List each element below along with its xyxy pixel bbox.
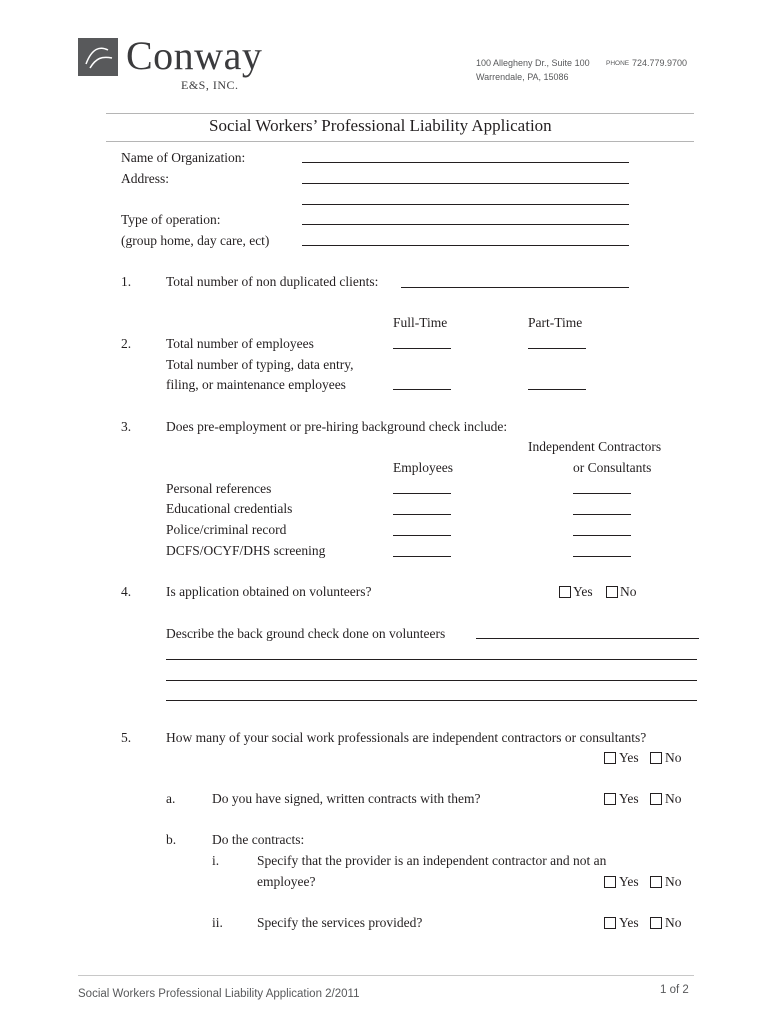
q3-col-employees: Employees	[393, 460, 453, 475]
q5-no-checkbox[interactable]	[650, 752, 662, 764]
org-name-label: Name of Organization:	[121, 150, 246, 165]
q3-item-personal-references: Personal references	[166, 481, 272, 496]
q2-row2-full-time-field[interactable]	[393, 389, 451, 390]
company-address-line1: 100 Allegheny Dr., Suite 100	[476, 58, 590, 68]
q5b-i-number: i.	[212, 853, 220, 868]
phone-label: PHONE	[606, 60, 630, 67]
logo-mark-icon	[78, 38, 118, 76]
header-rule-top	[106, 113, 694, 114]
footer-rule	[78, 975, 694, 976]
q5b-ii-no-label: No	[665, 915, 682, 930]
q3-col-ic-line1: Independent Contractors	[528, 439, 662, 454]
form-title: Social Workers’ Professional Liability Application	[209, 116, 552, 135]
q2-row1-full-time-field[interactable]	[393, 348, 451, 349]
org-name-field[interactable]	[302, 162, 629, 163]
q5b-i-text-line1: Specify that the provider is an independent contractor and not an	[257, 853, 607, 868]
q3-item4-contractors-field[interactable]	[573, 556, 631, 557]
q5a-yes-label: Yes	[619, 791, 639, 806]
q5b-ii-no-checkbox[interactable]	[650, 917, 662, 929]
q2-row2-text-a: Total number of typing, data entry,	[166, 357, 354, 372]
q3-item3-employees-field[interactable]	[393, 535, 451, 536]
address-field-1[interactable]	[302, 183, 629, 184]
logo-subtitle: E&S, INC.	[181, 78, 239, 92]
q4-yes-checkbox[interactable]	[559, 586, 571, 598]
q2-row2-text-b: filing, or maintenance employees	[166, 377, 346, 392]
q3-text: Does pre-employment or pre-hiring background check include:	[166, 419, 508, 434]
q3-item-screening: DCFS/OCYF/DHS screening	[166, 543, 326, 558]
q5a-no-checkbox[interactable]	[650, 793, 662, 805]
q5b-i-text-line2: employee?	[257, 874, 316, 889]
q4-describe-field-4[interactable]	[166, 700, 697, 701]
q3-col-ic-line2: or Consultants	[573, 460, 652, 475]
type-of-operation-hint: (group home, day care, ect)	[121, 233, 270, 248]
type-of-operation-label: Type of operation:	[121, 212, 221, 227]
q5a-yes-checkbox[interactable]	[604, 793, 616, 805]
q4-yes-label: Yes	[573, 584, 593, 599]
q3-item-educational-credentials: Educational credentials	[166, 501, 293, 516]
q4-describe-field-2[interactable]	[166, 659, 697, 660]
q1-text: Total number of non duplicated clients:	[166, 274, 379, 289]
q1-clients-field[interactable]	[401, 287, 629, 288]
q5-yes-label: Yes	[619, 750, 639, 765]
company-address-line2: Warrendale, PA, 15086	[476, 72, 569, 82]
q5b-i-yes-label: Yes	[619, 874, 639, 889]
q5b-ii-yes-label: Yes	[619, 915, 639, 930]
q5b-ii-number: ii.	[212, 915, 223, 930]
q4-describe-field-3[interactable]	[166, 680, 697, 681]
q3-item2-employees-field[interactable]	[393, 514, 451, 515]
address-field-2[interactable]	[302, 204, 629, 205]
q4-text: Is application obtained on volunteers?	[166, 584, 372, 599]
q2-number: 2.	[121, 336, 132, 351]
footer-text: Social Workers Professional Liability Application 2/2011	[78, 988, 360, 1000]
q4-no-label: No	[620, 584, 637, 599]
q5-number: 5.	[121, 730, 132, 745]
q3-item4-employees-field[interactable]	[393, 556, 451, 557]
q3-item-police-record: Police/criminal record	[166, 522, 287, 537]
q2-row1-text: Total number of employees	[166, 336, 314, 351]
q3-number: 3.	[121, 419, 132, 434]
q4-describe-field-1[interactable]	[476, 638, 699, 639]
type-of-operation-field-2[interactable]	[302, 245, 629, 246]
q3-item1-contractors-field[interactable]	[573, 493, 631, 494]
phone-number: 724.779.9700	[632, 58, 688, 68]
page-number: 1 of 2	[660, 984, 689, 996]
q5-text: How many of your social work professionals are independent contractors or consultants?	[166, 730, 647, 745]
header-rule-bottom	[106, 141, 694, 142]
q5-yes-checkbox[interactable]	[604, 752, 616, 764]
q5b-i-no-label: No	[665, 874, 682, 889]
q5a-number: a.	[166, 791, 176, 806]
address-label: Address:	[121, 171, 169, 186]
q5b-i-yes-checkbox[interactable]	[604, 876, 616, 888]
q4-no-checkbox[interactable]	[606, 586, 618, 598]
q5a-text: Do you have signed, written contracts with them?	[212, 791, 481, 806]
type-of-operation-field-1[interactable]	[302, 224, 629, 225]
q5a-no-label: No	[665, 791, 682, 806]
logo-name: Conway	[126, 33, 263, 78]
q5b-ii-text: Specify the services provided?	[257, 915, 423, 930]
q5-no-label: No	[665, 750, 682, 765]
q5b-i-no-checkbox[interactable]	[650, 876, 662, 888]
q5b-text: Do the contracts:	[212, 832, 305, 847]
q2-col-part-time: Part-Time	[528, 315, 583, 330]
q4-describe-text: Describe the back ground check done on volunteers	[166, 626, 446, 641]
q4-number: 4.	[121, 584, 132, 599]
q2-row1-part-time-field[interactable]	[528, 348, 586, 349]
q5b-number: b.	[166, 832, 177, 847]
q3-item2-contractors-field[interactable]	[573, 514, 631, 515]
q1-number: 1.	[121, 274, 132, 289]
q3-item3-contractors-field[interactable]	[573, 535, 631, 536]
q5b-ii-yes-checkbox[interactable]	[604, 917, 616, 929]
q3-item1-employees-field[interactable]	[393, 493, 451, 494]
q2-row2-part-time-field[interactable]	[528, 389, 586, 390]
q2-col-full-time: Full-Time	[393, 315, 448, 330]
